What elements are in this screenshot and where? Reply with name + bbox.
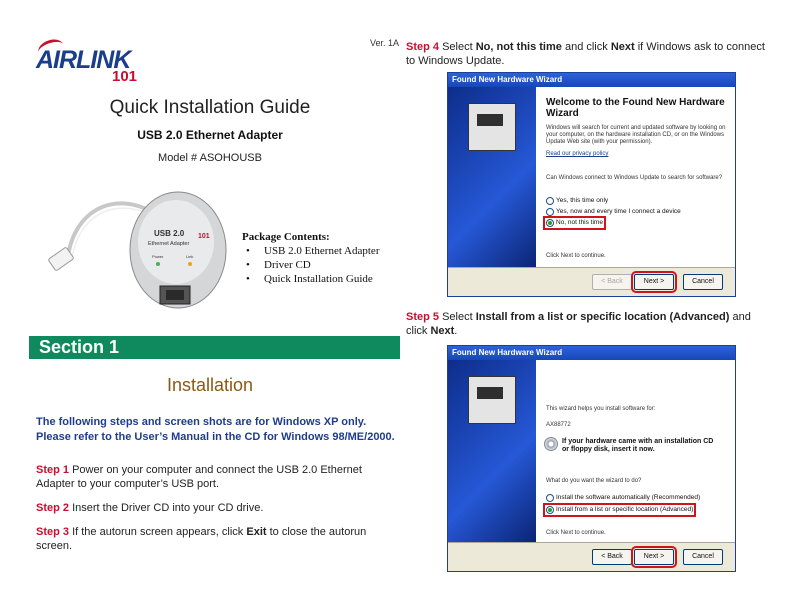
back-button[interactable]: < Back xyxy=(592,549,632,565)
radio-install-automatic[interactable]: Install the software automatically (Recommended) xyxy=(546,494,700,502)
step-label: Step 5 xyxy=(406,311,440,323)
step-text: and click xyxy=(406,311,751,337)
section-title: Section 1 xyxy=(39,337,120,357)
wizard-window-update xyxy=(447,72,736,297)
step-2 xyxy=(36,501,396,515)
package-item: • Quick Installation Guide xyxy=(242,272,380,286)
wizard-intro: This wizard helps you install software for: xyxy=(546,406,656,412)
hardware-icon xyxy=(468,103,516,151)
usb-adapter-illustration xyxy=(48,180,238,320)
cd-message: If your hardware came with an installation CD or floppy disk, insert it now. xyxy=(562,438,714,453)
package-item: • Driver CD xyxy=(242,258,380,272)
page-title: Quick Installation Guide xyxy=(109,97,311,118)
power-led-icon xyxy=(156,262,160,266)
package-contents xyxy=(242,231,380,286)
section-bar xyxy=(29,336,400,359)
step-label: Step 2 xyxy=(36,502,70,514)
cancel-button[interactable]: Cancel xyxy=(683,549,723,565)
step-text: Insert the Driver CD into your CD drive. xyxy=(72,502,264,514)
device-name: AX88772 xyxy=(546,422,571,428)
wizard-window-install xyxy=(447,345,736,572)
airlink-logo xyxy=(36,38,156,88)
step-label: Step 1 xyxy=(36,464,70,476)
step-3 xyxy=(36,525,396,553)
step-text: and click xyxy=(564,41,608,53)
installation-heading: Installation xyxy=(166,375,254,395)
wizard-sidebar xyxy=(448,360,536,543)
radio-yes-always[interactable]: Yes, now and every time I connect a device xyxy=(546,208,681,216)
step-emphasis: Next xyxy=(430,325,455,337)
next-button[interactable]: Next > xyxy=(634,274,674,290)
step-text: to close the autorun screen. xyxy=(36,526,367,552)
adapter-label-line2: Ethernet Adapter xyxy=(148,241,190,247)
wizard-question: What do you want the wizard to do? xyxy=(546,478,642,484)
hardware-icon xyxy=(468,376,516,424)
package-list xyxy=(242,244,380,286)
wizard-continue-hint: Click Next to continue. xyxy=(546,253,606,259)
version-label: Ver. 1A xyxy=(370,38,400,48)
logo-word: AIRLINK xyxy=(36,46,131,74)
step-emphasis: Install from a list or specific location (Advanced) xyxy=(475,311,730,323)
wizard-content xyxy=(536,360,735,543)
step-text: Select xyxy=(442,41,473,53)
wizard-footer xyxy=(448,267,735,296)
radio-yes-once[interactable]: Yes, this time only xyxy=(546,197,608,205)
cancel-button[interactable]: Cancel xyxy=(683,274,723,290)
step-text: Select xyxy=(442,311,473,323)
step-text: . xyxy=(454,325,458,337)
wizard-question: Can Windows connect to Windows Update to search for software? xyxy=(546,175,723,181)
wizard-title: Found New Hardware Wizard xyxy=(448,346,735,360)
privacy-link[interactable]: Read our privacy policy xyxy=(546,151,609,157)
step-emphasis: Next xyxy=(610,41,635,53)
wizard-footer xyxy=(448,542,735,571)
logo-number: 101 xyxy=(112,68,138,85)
package-heading: Package Contents: xyxy=(242,231,330,243)
next-button[interactable]: Next > xyxy=(634,549,674,565)
adapter-label-line1: USB 2.0 xyxy=(154,229,185,238)
step-label: Step 4 xyxy=(406,41,440,53)
product-subtitle: USB 2.0 Ethernet Adapter xyxy=(137,128,283,142)
step-text: If the autorun screen appears, click xyxy=(72,526,244,538)
step-label: Step 3 xyxy=(36,526,70,538)
wizard-title: Found New Hardware Wizard xyxy=(448,73,735,87)
wizard-desc: Windows will search for current and updated software by looking on your computer, on the hardware installation CD, or on the Windows Update Web site (with your permission). xyxy=(546,125,726,145)
radio-no-not-this-time[interactable]: No, not this time xyxy=(546,219,603,227)
cd-icon xyxy=(544,437,558,451)
back-button[interactable]: < Back xyxy=(592,274,632,290)
wizard-heading: Welcome to the Found New Hardware Wizard xyxy=(546,97,725,119)
step-5 xyxy=(406,310,766,338)
radio-install-from-list[interactable]: Install from a list or specific location (Advanced) xyxy=(546,506,693,514)
link-led-icon xyxy=(188,262,192,266)
step-emphasis: Exit xyxy=(246,526,267,538)
intro-text: The following steps and screen shots are for Windows XP only. Please refer to the User’s Manual in the CD for Windows 98/ME/2000. xyxy=(36,416,395,443)
step-4 xyxy=(406,40,766,68)
wizard-content xyxy=(536,87,735,268)
step-emphasis: No, not this time xyxy=(475,41,562,53)
step-text: Power on your computer and connect the USB 2.0 Ethernet Adapter to your computer’s USB port. xyxy=(36,464,362,490)
led-link-label: Link xyxy=(186,254,194,259)
adapter-logo-number: 101 xyxy=(198,233,210,240)
wizard-continue-hint: Click Next to continue. xyxy=(546,530,606,536)
package-item: • USB 2.0 Ethernet Adapter xyxy=(242,244,380,258)
step-1 xyxy=(36,463,396,491)
wizard-sidebar xyxy=(448,87,536,268)
led-power-label: Power xyxy=(152,254,164,259)
model-number: Model # ASOHOUSB xyxy=(158,152,262,164)
step-text: if Windows ask to connect to Windows Update. xyxy=(406,41,765,67)
